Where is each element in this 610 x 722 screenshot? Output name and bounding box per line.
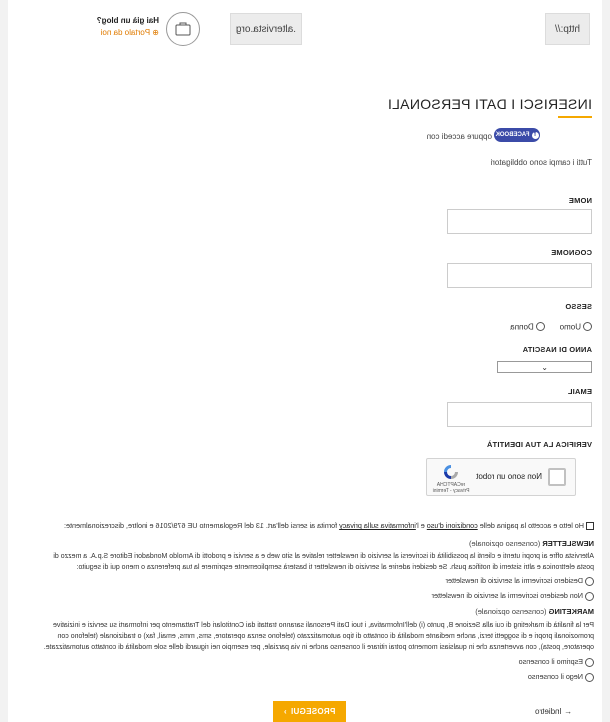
page-title: INSERISCI I DATI PERSONALI bbox=[387, 96, 592, 112]
newsletter-heading bbox=[469, 539, 594, 548]
newsletter-opt2-label: Non desidero iscrivermi al servizio di newsletter bbox=[431, 591, 583, 600]
recaptcha-brand bbox=[431, 482, 471, 494]
next-label: PROSEGUI bbox=[290, 707, 336, 716]
next-button[interactable] bbox=[273, 701, 346, 722]
marketing-option-yes[interactable] bbox=[519, 657, 594, 667]
newsletter-opt1-label: Desidero iscrivermi al servizio di newsletter bbox=[445, 576, 583, 585]
radio-marketing-no[interactable] bbox=[585, 673, 594, 682]
terms-pre: Ho letto e accetto la pagina delle bbox=[477, 521, 584, 530]
sesso-options bbox=[510, 318, 592, 336]
recaptcha-links[interactable]: Privacy - Termini bbox=[432, 488, 470, 494]
recaptcha-widget bbox=[426, 458, 576, 496]
recaptcha-brand-name: reCAPTCHA bbox=[436, 482, 466, 488]
newsletter-option-yes[interactable] bbox=[446, 576, 594, 586]
sesso-label: SESSO bbox=[565, 302, 592, 311]
verify-label: VERIFICA LA TUA IDENTITÀ bbox=[486, 440, 592, 449]
facebook-icon: f bbox=[532, 132, 539, 139]
back-link[interactable] bbox=[535, 707, 572, 716]
marketing-opt2-label: Nego il consenso bbox=[527, 672, 583, 681]
newsletter-paragraph bbox=[19, 551, 594, 573]
marketing-line-2: promozionali propri e di soggetti terzi, anche mediante modalità di contatto di tipo automatizzato (telefono senza operatore, sms, mms, email, fax) o tradizionale (telefono con bbox=[57, 633, 594, 640]
email-label: EMAIL bbox=[567, 387, 592, 396]
marketing-note: (consenso opzionale) bbox=[475, 607, 547, 616]
blog-import-link[interactable]: ⊕ Portalo da noi bbox=[100, 28, 159, 37]
marketing-option-no[interactable] bbox=[528, 672, 594, 682]
nome-input[interactable] bbox=[447, 209, 592, 234]
back-label: Indietro bbox=[535, 707, 562, 716]
anno-label: ANNO DI NASCITA bbox=[522, 345, 592, 354]
briefcase-icon bbox=[175, 22, 191, 36]
required-note: Tutti i campi sono obbligatori bbox=[490, 158, 592, 167]
marketing-title: MARKETING bbox=[548, 607, 594, 616]
back-arrow-icon: ← bbox=[564, 707, 572, 716]
marketing-line-1: Per la finalità di marketing di cui alla Sezione B, punto (i) dell'Informativa, i tuoi Dati Personali saranno trattati dai Contitolari del Trattamento per informarti su servizi e iniziative bbox=[53, 622, 594, 629]
nome-label: NOME bbox=[568, 196, 592, 205]
terms-post: fornita ai sensi dell'art. 13 del Regolamento UE 679/2016 e inoltre, discrezionalmente: bbox=[64, 521, 340, 530]
anno-select[interactable] bbox=[497, 361, 592, 373]
radio-uomo-label: Uomo bbox=[559, 322, 581, 332]
terms-link-privacy[interactable]: informativa sulla privacy bbox=[339, 521, 416, 530]
newsletter-note: (consenso opzionale) bbox=[468, 539, 541, 548]
blog-icon-circle[interactable] bbox=[166, 12, 200, 46]
newsletter-title: NEWSLETTER bbox=[542, 539, 594, 548]
terms-consent bbox=[24, 521, 594, 530]
marketing-line-3: operatore, posta), con avvertenza che in qualsiasi momento potrai ritirare il consenso anche in via parziale, per esempio nei riguardi delle sole modalità di contatto automatizzate. bbox=[43, 644, 594, 651]
radio-marketing-yes[interactable] bbox=[585, 658, 594, 667]
domain-suffix: .altervista.org bbox=[235, 23, 297, 35]
cognome-input[interactable] bbox=[447, 263, 592, 288]
terms-checkbox[interactable] bbox=[586, 522, 594, 530]
radio-newsletter-yes[interactable] bbox=[585, 577, 594, 586]
radio-newsletter-no[interactable] bbox=[585, 592, 594, 601]
email-input[interactable] bbox=[447, 402, 592, 427]
marketing-opt1-label: Esprimo il consenso bbox=[518, 657, 583, 666]
terms-link-conditions[interactable]: condizioni d'uso bbox=[426, 521, 478, 530]
url-prefix: http:// bbox=[555, 23, 581, 35]
recaptcha-logo-icon bbox=[443, 464, 459, 480]
radio-donna-label: Donna bbox=[510, 322, 534, 332]
facebook-login-button[interactable] bbox=[494, 128, 540, 142]
social-login-text: oppure accedi con bbox=[426, 132, 492, 141]
chevron-down-icon: ⌄ bbox=[541, 363, 548, 372]
newsletter-option-no[interactable] bbox=[432, 591, 594, 601]
radio-uomo[interactable] bbox=[583, 322, 592, 331]
domain-box bbox=[230, 13, 302, 45]
url-prefix-box bbox=[545, 13, 590, 45]
radio-donna[interactable] bbox=[536, 322, 545, 331]
facebook-label: FACEBOOK bbox=[495, 132, 530, 138]
marketing-paragraph bbox=[19, 620, 594, 653]
cognome-label: COGNOME bbox=[551, 248, 592, 257]
recaptcha-checkbox[interactable] bbox=[548, 468, 566, 486]
newsletter-line-1: Altervista offre ai propri utenti e clienti la possibilità di iscriversi al servizio di newsletter relative al sito web e a servizi e prodotti di Arnoldo Mondadori Editore S.p.A. a mezzo di bbox=[53, 553, 594, 560]
terms-mid: e l' bbox=[415, 521, 427, 530]
blog-question: Hai già un blog? bbox=[96, 16, 159, 25]
newsletter-line-2: posta elettronica e altri sistemi di notifica push. Se desideri aderire al servizio di newsletter ti basterà semplicemente esprimere la tua preferenza o meno qui di seguito: bbox=[76, 564, 594, 571]
chevron-right-icon: › bbox=[283, 707, 287, 716]
recaptcha-text: Non sono un robot bbox=[476, 472, 542, 481]
marketing-heading bbox=[475, 607, 594, 616]
title-underline bbox=[558, 116, 592, 118]
